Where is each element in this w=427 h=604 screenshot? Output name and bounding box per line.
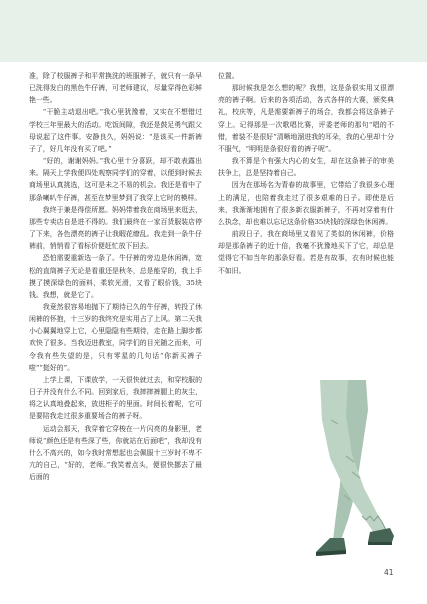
- paragraph: 上学上课，下课放学，一天很快就过去，和穿校服的日子并没有什么不同。回到家后，我摔摔裤腿上的灰尘，将之认真地叠起来，放进柜子的里面。时间长着呢，它可是要陪我走过很多重要场合的裤子呀。: [29, 375, 202, 421]
- paragraph: 我不算是个有强大内心的女生，却在这条裤子的审美扶争上，总是坚持着自己。: [218, 157, 394, 178]
- article-left-column: [29, 70, 202, 483]
- paragraph: 位置。: [218, 72, 239, 80]
- paragraph: 我终于兼是得偿所愿。妈妈带着我在商场里来逛去，那些专卖店自是进不得的。我们最终在一家百货服装店停了下来，各色漂亮的裤子让我暇花缭乱。我走到一条牛仔裤前，悄悄看了看标价便赶忙放下回去。: [29, 205, 202, 251]
- paragraph: 我竟然很容易地抛下了期待已久的牛仔裤，转投了休闲裤的怀抱，十三岁的我终究是实用占了上风。第二天我小心翼翼地穿上它，心里隐隐有些期待，走在路上脚步都欢快了很多。当我迈进教室，同学们的目光随之而来，可令我有些失望的是，只有零星的几句话“你新买裤子啦”“挺好的”。: [29, 302, 202, 372]
- article-right-column: [218, 70, 394, 277]
- paragraph: 前段日子，我在商场里又看见了类似的休闲裤，价格却是那条裤子的近十倍，我毫不犹豫地买下了它，却总是觉得它不如当年的那条好看。若是有故事，衣有时候也能不如旧。: [218, 230, 394, 275]
- paragraph: 那时候我是怎么想的呢？我想，这是条很实用又很漂亮的裤子啊。后来的各项活动，各式各样的大赛，颁奖典礼，校庆等，凡是需要新裤子的场合，我都会将这条裤子穿上。记得那是一次歌唱比赛，评委老师的那句“唱的不错，着装不是很好”清晰地溜进我的耳朵，我的心里却十分不服气，“明明是条很好看的裤子呢”。: [218, 84, 394, 153]
- paragraph: 恐怕需要重新选一条了。牛仔裤的旁边是休闲裤，宽松的直筒裤子无论是看重还是秋冬，总是能穿的，我上手摸了摸深绿色的面料，柔软光滑，又看了眼价钱，35块钱。我想，就是它了。: [29, 254, 202, 299]
- paragraph: “好的，谢谢妈妈。”我心里十分喜跃，却不敢表露出来。隔天上学我便四处观察同学们的穿着，以便到时候去商场里认真挑选，这可是未之不易的机会。我还是看中了那条喇叭牛仔裤，甚至在梦里梦到了我穿上它时的模样。: [29, 157, 202, 202]
- paragraph: “干脆主动退出吧。”我心里犹豫着，又实在不想错过学校三年里最大的活动。吃饭间隙，我还是鼓足勇气跟父母说起了这件事。安静良久，妈妈说：“是该买一件新裤子了，好几年没有买了吧。”: [29, 108, 202, 153]
- illustration-walking-legs: [286, 380, 398, 564]
- paragraph: 运动会那天，我穿着它穿梭在一片闪亮的身影里，老师说“颜色还是有些深了些，你就站在后面吧”，我却没有什么不高兴的，如今我时常想起也会佩服十三岁时不卑不亢的自己，“好的，老师。”我笑着点头，便很快挪去了最后面的: [29, 424, 202, 482]
- header-band: [0, 0, 427, 62]
- paragraph: 准，除了校服裤子和平常换洗的班服裤子，就只有一条早已洗得发白的黑色牛仔裤，可老师建议，尽量穿得色彩鲜艳一些。: [29, 72, 202, 105]
- paragraph: 因为在那场名为青春的故事里，它带给了我很多心理上的满足，也陪着我走过了很多艰难的日子。即使是后来，我渐渐地拥有了很多新衣服新裤子，不再对穿着有什么执念，却也难以忘记这条价格35块钱的深绿色休闲裤。: [218, 181, 394, 226]
- page-number: 41: [384, 568, 394, 577]
